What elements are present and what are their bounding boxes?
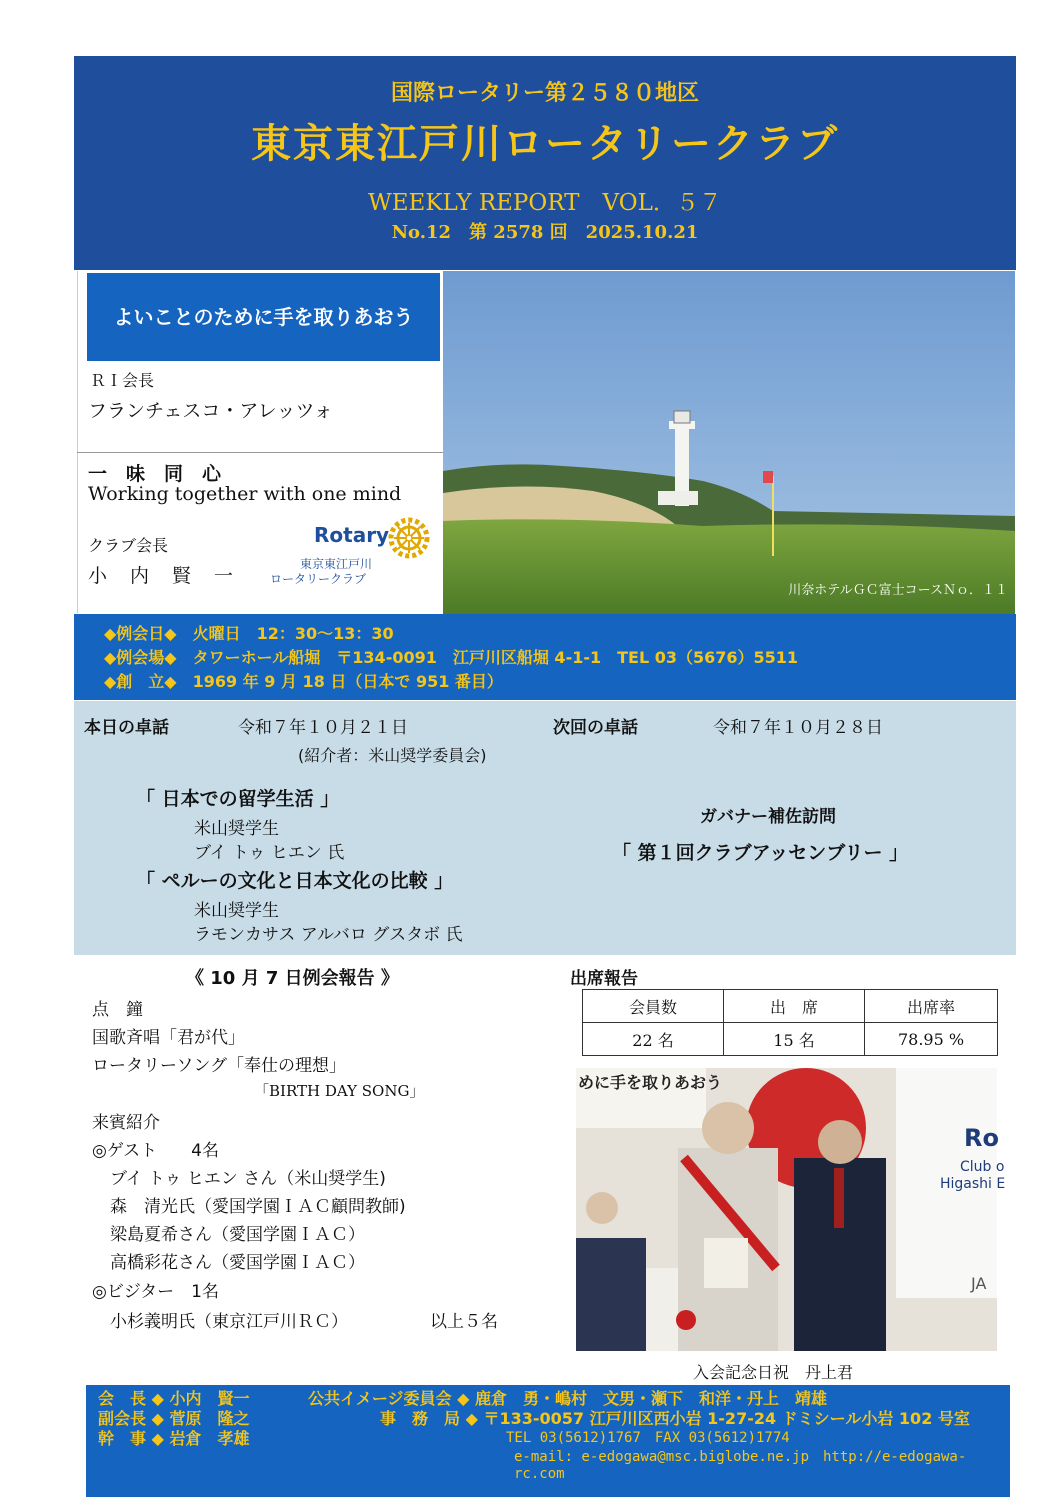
- photo-sign: Ro: [964, 1124, 999, 1152]
- ri-president-name: フランチェスコ・アレッツォ: [88, 400, 333, 422]
- report-heading: 《 10 月 7 日例会報告 》: [186, 968, 399, 989]
- next-event: ガバナー補佐訪問: [700, 807, 836, 827]
- rotary-logo-sub2: ロータリークラブ: [270, 572, 367, 586]
- next-title: 「 第１回クラブアッセンブリー 」: [612, 842, 909, 864]
- club-name: 東京東江戸川ロータリークラブ: [251, 121, 839, 167]
- club-motto-en: Working together with one mind: [88, 483, 402, 505]
- rotary-logo-text: Rotary: [314, 523, 390, 547]
- report-line: 「BIRTH DAY SONG」: [254, 1082, 425, 1100]
- report-title: WEEKLY REPORT VOL．５７: [368, 190, 722, 216]
- theme-slogan: よいことのために手を取りあおう: [113, 305, 414, 329]
- footer-pr-committee: 公共イメージ委員会 ◆ 鹿倉 勇・嶋村 文男・瀬下 和洋・丹上 靖雄: [308, 1389, 827, 1408]
- rotary-logo: [270, 515, 440, 587]
- talk1-role: 米山奨学生: [194, 819, 279, 839]
- issue-line: No.12 第 2578 回 2025.10.21: [391, 222, 699, 243]
- report-line: ◎ゲスト 4名: [92, 1141, 219, 1161]
- ceremony-caption: 入会記念日祝 丹上君: [693, 1363, 854, 1382]
- meeting-day: ◆例会日◆ 火曜日 12：30～13：30: [104, 624, 394, 643]
- photo-banner-text: めに手を取りあおう: [578, 1073, 723, 1092]
- report-line: ◎ビジター 1名: [92, 1282, 219, 1302]
- next-label: 次回の卓話: [553, 718, 638, 738]
- report-line: 高橋彩花さん（愛国学園ＩＡＣ）: [110, 1253, 365, 1273]
- meeting-venue: ◆例会場◆ タワーホール船堀 〒134-0091 江戸川区船堀 4-1-1 TEL 03（5676）5511: [104, 648, 799, 667]
- today-introducer: (紹介者：米山奨学委員会): [298, 746, 487, 765]
- today-date: 令和７年１０月２１日: [238, 718, 408, 738]
- ri-president-label: ＲＩ会長: [90, 371, 155, 390]
- attendance-header: 出 席: [724, 990, 865, 1023]
- meeting-info-band: [74, 614, 1016, 700]
- header-banner: [74, 56, 1016, 270]
- talk1-title: 「 日本での留学生活 」: [136, 788, 340, 810]
- district-title: 国際ロータリー第２５８０地区: [390, 81, 699, 106]
- report-line: ロータリーソング「奉仕の理想」: [92, 1056, 346, 1076]
- attendance-rate: 78.95 %: [865, 1023, 998, 1056]
- ceremony-photo: [576, 1068, 1006, 1351]
- report-line: 国歌斉唱「君が代」: [92, 1028, 245, 1048]
- table-row: [583, 990, 998, 1023]
- golf-course-image: [443, 271, 1015, 614]
- attendance-present: 15 名: [724, 1023, 865, 1056]
- talk2-name: ラモンカサス アルバロ グスタボ 氏: [194, 925, 463, 945]
- report-total: 以上５名: [430, 1312, 498, 1332]
- table-row: [583, 1023, 998, 1056]
- footer-band: [86, 1385, 1010, 1497]
- attendance-members: 22 名: [583, 1023, 724, 1056]
- report-line: 来賓紹介: [92, 1113, 160, 1133]
- attendance-header: 出席率: [865, 990, 998, 1023]
- report-line: 小杉義明氏（東京江戸川ＲＣ）: [110, 1312, 348, 1332]
- golf-course-photo: [443, 271, 1015, 614]
- footer-secretary: 幹 事 ◆ 岩倉 孝雄: [98, 1429, 250, 1448]
- footer-vice-president: 副会長 ◆ 菅原 隆之: [98, 1409, 250, 1428]
- club-motto-jp: 一 味 同 心: [88, 463, 222, 485]
- photo-caption: 川奈ホテルＧＣ富士コースＮｏ．１１: [788, 583, 1008, 598]
- report-line: ブイ トゥ ヒエン さん（米山奨学生): [110, 1169, 386, 1189]
- photo-sign: JA: [971, 1274, 987, 1293]
- attendance-header: 会員数: [583, 990, 724, 1023]
- report-line: 森 清光氏（愛国学園ＩＡＣ顧問教師): [110, 1197, 406, 1217]
- report-line: 点 鐘: [92, 1000, 143, 1020]
- footer-office: 事 務 局 ◆ 〒133-0057 江戸川区西小岩 1-27-24 ドミシール小岩 102 号室: [380, 1409, 970, 1428]
- attendance-table: [582, 989, 998, 1056]
- rotary-logo-sub1: 東京東江戸川: [300, 557, 373, 571]
- attendance-heading: 出席報告: [570, 969, 638, 989]
- photo-sign: Higashi E: [940, 1176, 1006, 1192]
- footer-phone: TEL 03(5612)1767 FAX 03(5612)1774: [506, 1430, 790, 1446]
- next-date: 令和７年１０月２８日: [713, 718, 883, 738]
- theme-box: [87, 273, 440, 361]
- talk1-name: ブイ トゥ ヒエン 氏: [194, 843, 345, 863]
- divider: [77, 452, 443, 453]
- report-line: 梁島夏希さん（愛国学園ＩＡＣ）: [110, 1225, 365, 1245]
- ceremony-image: [576, 1068, 1006, 1351]
- talk2-role: 米山奨学生: [194, 901, 279, 921]
- club-president-label: クラブ会長: [88, 536, 169, 555]
- photo-sign: Club o: [960, 1159, 1005, 1175]
- club-president-name: 小 内 賢 一: [88, 565, 236, 587]
- rotary-wheel-icon: [388, 517, 430, 559]
- footer-president: 会 長 ◆ 小内 賢一: [98, 1389, 250, 1408]
- today-label: 本日の卓話: [84, 718, 169, 738]
- talk2-title: 「 ペルーの文化と日本文化の比較 」: [136, 870, 454, 892]
- founded: ◆創 立◆ 1969 年 9 月 18 日（日本で 951 番目）: [104, 672, 503, 691]
- footer-contact: e-mail: e-edogawa@msc.biglobe.ne.jp http://e-edogawa-rc.com: [514, 1449, 967, 1482]
